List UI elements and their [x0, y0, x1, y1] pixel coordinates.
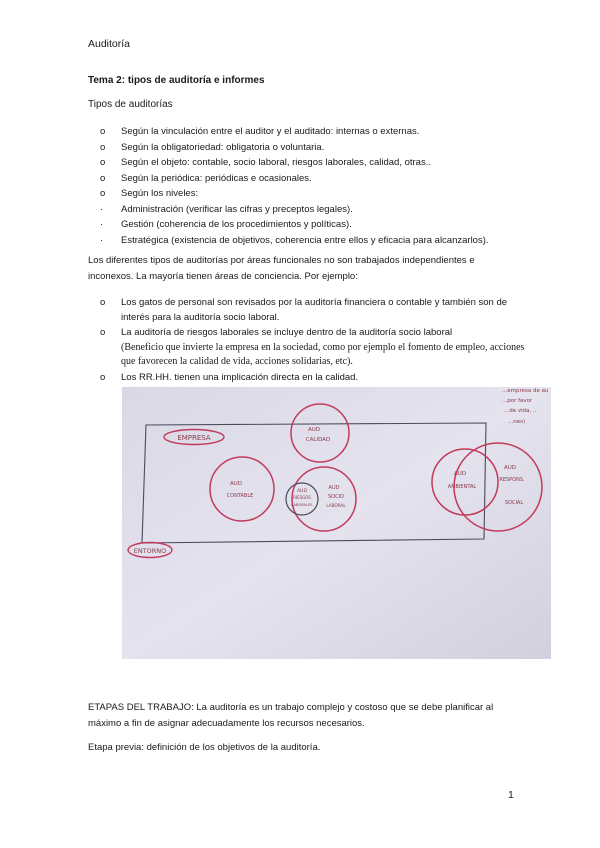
list-item-serif-text: (Beneficio que invierte la empresa en la sociedad, como por ejemplo el fomento de empleo, acciones que favorecen la calidad de vida, acciones solidarias, etc). — [121, 341, 525, 367]
note-line-1: ...empresa de au — [502, 388, 549, 394]
handdrawn-diagram-photo — [122, 387, 551, 659]
list-item — [100, 186, 530, 202]
responsab-label-3: SOCIAL — [504, 500, 524, 506]
bullet: o — [100, 188, 106, 199]
list-item-text: Según la obligatoriedad: obligatoria o voluntaria. — [121, 141, 325, 153]
note-line-2: ...por favor — [502, 398, 533, 404]
body-paragraph: Los diferentes tipos de auditorías por áreas funcionales no son trabajados independientes e inconexos. La mayoría tienen áreas de conciencia. Por ejemplo: — [88, 255, 475, 282]
section-title-bold: Tema 2 — [88, 75, 122, 86]
list-item-text: Según el objeto: contable, socio laboral, riesgos laborales, calidad, otras.. — [121, 157, 431, 168]
list-item — [100, 233, 530, 249]
bullet: · — [100, 234, 104, 246]
note-line-3: ...de vida, .. — [504, 408, 537, 414]
list-item-text: Según la periódica: periódicas e ocasionales. — [121, 172, 312, 184]
bullet: · — [100, 203, 104, 215]
bullet: o — [100, 172, 106, 184]
section-title-rest: : tipos de auditoría e informes — [121, 75, 265, 86]
list-item-text: Gestión (coherencia de los procedimientos y políticas). — [121, 219, 352, 230]
list-item — [100, 202, 530, 218]
entorno-label: ENTORNO — [133, 547, 167, 555]
list-item-text: Los gatos de personal son revisados por la auditoría financiera o contable y también son de interés para la auditoría socio laboral. — [121, 297, 508, 323]
socio-label-3: LABORAL — [326, 503, 346, 508]
section-title — [88, 75, 265, 86]
list-item — [100, 296, 525, 325]
bullet: o — [100, 297, 106, 308]
running-header: Auditoría — [88, 38, 131, 50]
contable-label-1: AUD — [229, 481, 243, 487]
list-item-text: La auditoría de riesgos laborales se incluye dentro de la auditoría socio laboral — [121, 327, 453, 338]
list-item — [100, 217, 530, 233]
list-item-text: Administración (verificar las cifras y preceptos legales). — [121, 203, 353, 215]
bullet: o — [100, 157, 106, 168]
socio-label-1: AUD — [328, 485, 340, 491]
list-item — [100, 124, 530, 140]
etapas-paragraph: ETAPAS DEL TRABAJO: La auditoría es un trabajo complejo y costoso que se debe planificar al máximo a fin de asignar adecuadamente los recursos necesarios. — [88, 702, 494, 729]
list-item — [100, 326, 525, 370]
list-item — [100, 155, 530, 171]
page-number: 1 — [508, 789, 514, 801]
list-item-text: Estratégica (existencia de objetivos, coherencia entre ellos y eficacia para alcanzarlos). — [121, 234, 489, 246]
examples-list — [100, 296, 525, 386]
contable-label-2: CONTABLE — [226, 493, 254, 499]
calidad-label-2: CALIDAD — [305, 437, 331, 443]
bullet: o — [100, 141, 106, 153]
subtitle: Tipos de auditorías — [88, 99, 173, 110]
note-line-4: ...nes) — [508, 419, 526, 425]
riesgos-label-3: LABORALES — [291, 503, 313, 507]
responsab-label-2: RESPONS. — [499, 477, 525, 483]
paper-background — [122, 387, 551, 659]
bullet: o — [100, 327, 106, 338]
bullet: o — [100, 126, 106, 137]
calidad-label-1: AUD — [307, 427, 321, 433]
list-item-text: Según los niveles: — [121, 188, 199, 199]
bullet: · — [100, 219, 104, 230]
bullet: o — [100, 371, 106, 383]
ambiental-label-1: AUD — [453, 471, 467, 477]
socio-label-2: SOCIO — [327, 494, 345, 500]
ambiental-label-2: AMBIENTAL — [447, 484, 477, 490]
etapa-previa-paragraph: Etapa previa: definición de los objetivos de la auditoría. — [88, 742, 321, 753]
list-item-text: Según la vinculación entre el auditor y el auditado: internas o externas. — [121, 126, 420, 137]
audit-types-list — [100, 124, 530, 248]
list-item — [100, 140, 530, 156]
riesgos-label-1: AUD — [297, 489, 307, 494]
responsab-label-1: AUD — [503, 465, 517, 471]
list-item-text: Los RR.HH. tienen una implicación directa en la calidad. — [121, 371, 359, 383]
list-item — [100, 371, 525, 386]
list-item — [100, 171, 530, 187]
empresa-label: EMPRESA — [177, 434, 211, 442]
riesgos-label-2: RIESGOS — [293, 495, 311, 500]
